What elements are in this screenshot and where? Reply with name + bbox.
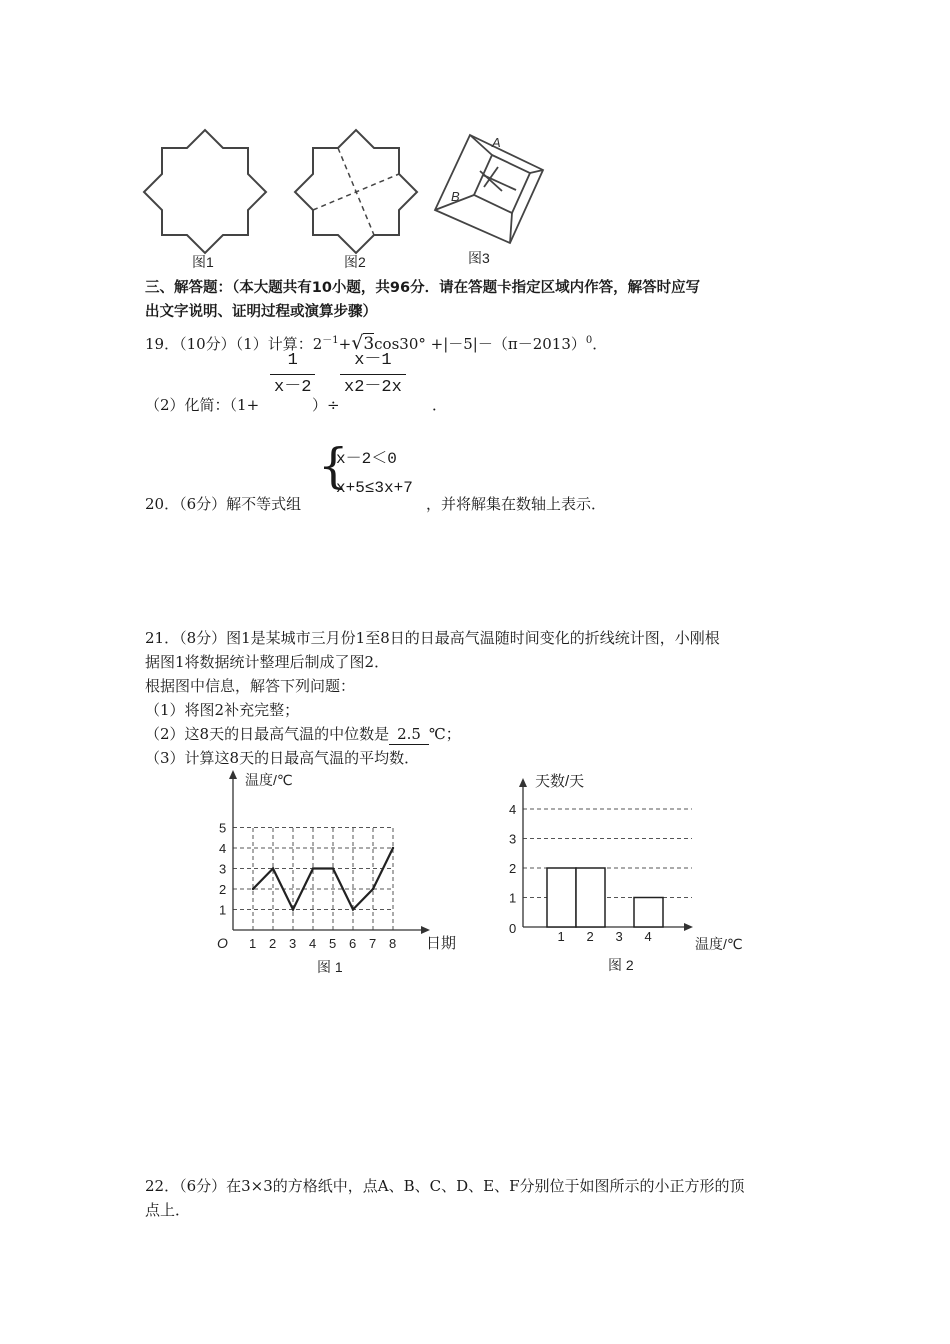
q21-item2-prefix: （2）这8天的日最高气温的中位数是 [145, 725, 390, 743]
origin-label: O [217, 935, 228, 951]
data-point [272, 867, 274, 869]
section3-line1: 三、解答题：（本大题共有10小题，共96分．请在答题卡指定区域内作答，解答时应写 [145, 280, 701, 296]
data-point [352, 908, 354, 910]
top-figures [130, 125, 560, 275]
q19-base: 2 [312, 335, 323, 353]
x-axis-label: 温度/℃ [695, 936, 743, 952]
q21-item2-suffix: ℃； [428, 725, 461, 743]
y-axis-arrow-icon [519, 778, 527, 787]
q20-ineq2: x+5≤3x+7 [336, 479, 413, 497]
x-tick-label: 1 [557, 929, 565, 944]
data-point [392, 847, 394, 849]
sqrt-sign-icon: √ [351, 332, 364, 354]
q19-part2-mid: ）÷ [312, 396, 340, 414]
x-tick-label: 6 [349, 936, 357, 951]
x-tick-label: 3 [615, 929, 623, 944]
y-tick-label: 5 [219, 820, 227, 836]
x-tick-label: 3 [289, 936, 297, 951]
bar [634, 898, 663, 928]
y-tick-label: 3 [509, 831, 517, 847]
q19-exp: －1 [322, 335, 339, 346]
x-tick-label: 8 [389, 936, 397, 951]
x-axis-arrow-icon [684, 923, 693, 931]
x-tick-label: 4 [644, 929, 652, 944]
q19-sqrt-arg: 3 [363, 334, 375, 354]
q19-frac2-den: x2－2x [344, 378, 402, 397]
y-axis-label: 温度/℃ [245, 772, 293, 788]
bar [576, 868, 605, 927]
fig3-label-b: B [451, 189, 460, 204]
q19-plus: + [338, 335, 352, 353]
series-line [253, 848, 393, 910]
bar [547, 868, 576, 927]
q19-prefix: 19．（10分）（1）计算： [145, 335, 313, 353]
x-axis-label: 日期 [426, 935, 457, 952]
y-tick-label: 1 [509, 890, 517, 906]
y-tick-label: 2 [509, 861, 517, 876]
q21-item2 [145, 724, 461, 745]
q21-item1: （1）将图2补充完整； [145, 701, 300, 719]
x-tick-label: 2 [586, 929, 594, 944]
fig2-caption: 图2 [344, 254, 366, 270]
q19-part2-end: ． [432, 396, 448, 414]
fig2-star [295, 130, 417, 253]
q21-line3: 根据图中信息，解答下列问题： [145, 677, 356, 695]
y-tick-label: 4 [219, 841, 227, 856]
x-tick-label: 2 [269, 936, 277, 951]
q22-line2: 点上． [145, 1201, 191, 1219]
chart-caption: 图 2 [608, 957, 634, 973]
y-tick-label: 2 [219, 882, 227, 897]
y-tick-label: 3 [219, 861, 227, 877]
origin-label: 0 [509, 921, 517, 936]
q19-exp0: 0 [585, 335, 593, 346]
q22-line1: 22．（6分）在3×3的方格纸中，点A、B、C、D、E、F分别位于如图所示的小正方形的顶 [145, 1177, 745, 1195]
fig3-caption: 图3 [468, 250, 490, 266]
x-tick-label: 7 [369, 936, 377, 951]
x-tick-label: 5 [329, 936, 337, 951]
data-point [372, 888, 374, 890]
q19-frac1-num: 1 [270, 350, 315, 375]
fig3-label-a: A [492, 135, 501, 150]
q19-fraction-2 [340, 350, 406, 399]
q19-end: ． [592, 335, 608, 353]
q19-rest: cos30° +|－5|－（π－2013） [374, 335, 586, 353]
y-axis-label: 天数/天 [535, 773, 585, 790]
bar-chart [495, 765, 760, 980]
q20-prefix: 20．（6分）解不等式组 [145, 495, 302, 513]
data-point [332, 867, 334, 869]
brace-icon: { [318, 438, 349, 494]
fig1-caption: 图1 [192, 254, 214, 270]
y-axis-arrow-icon [229, 770, 237, 779]
data-point [312, 867, 314, 869]
q21-item2-answer: 2.5 [389, 724, 429, 745]
q21-line2: 据图1将数据统计整理后制成了图2． [145, 653, 390, 671]
q19-frac2-num: x－1 [340, 350, 406, 375]
y-tick-label: 1 [219, 902, 227, 918]
x-tick-label: 1 [249, 936, 257, 951]
data-point [292, 908, 294, 910]
x-tick-label: 4 [309, 936, 317, 951]
q19-fraction-1 [270, 350, 315, 399]
fig1-star [144, 130, 266, 253]
q21-line1: 21．（8分）图1是某城市三月份1至8日的日最高气温随时间变化的折线统计图，小刚根 [145, 629, 720, 647]
data-point [252, 888, 254, 890]
q19-part2-prefix: （2）化简：（1+ [145, 396, 260, 414]
q21-item3: （3）计算这8天的日最高气温的平均数． [145, 749, 420, 767]
q19-frac1-den: x－2 [274, 378, 312, 397]
y-tick-label: 4 [509, 802, 517, 817]
q20-ineq1: x－2＜0 [336, 450, 397, 468]
q20-suffix: ，并将解集在数轴上表示． [426, 495, 607, 513]
line-chart [200, 765, 480, 980]
x-axis-arrow-icon [421, 926, 430, 934]
section3-line2: 出文字说明、证明过程或演算步骤） [145, 304, 377, 320]
chart-caption: 图 1 [317, 959, 343, 975]
